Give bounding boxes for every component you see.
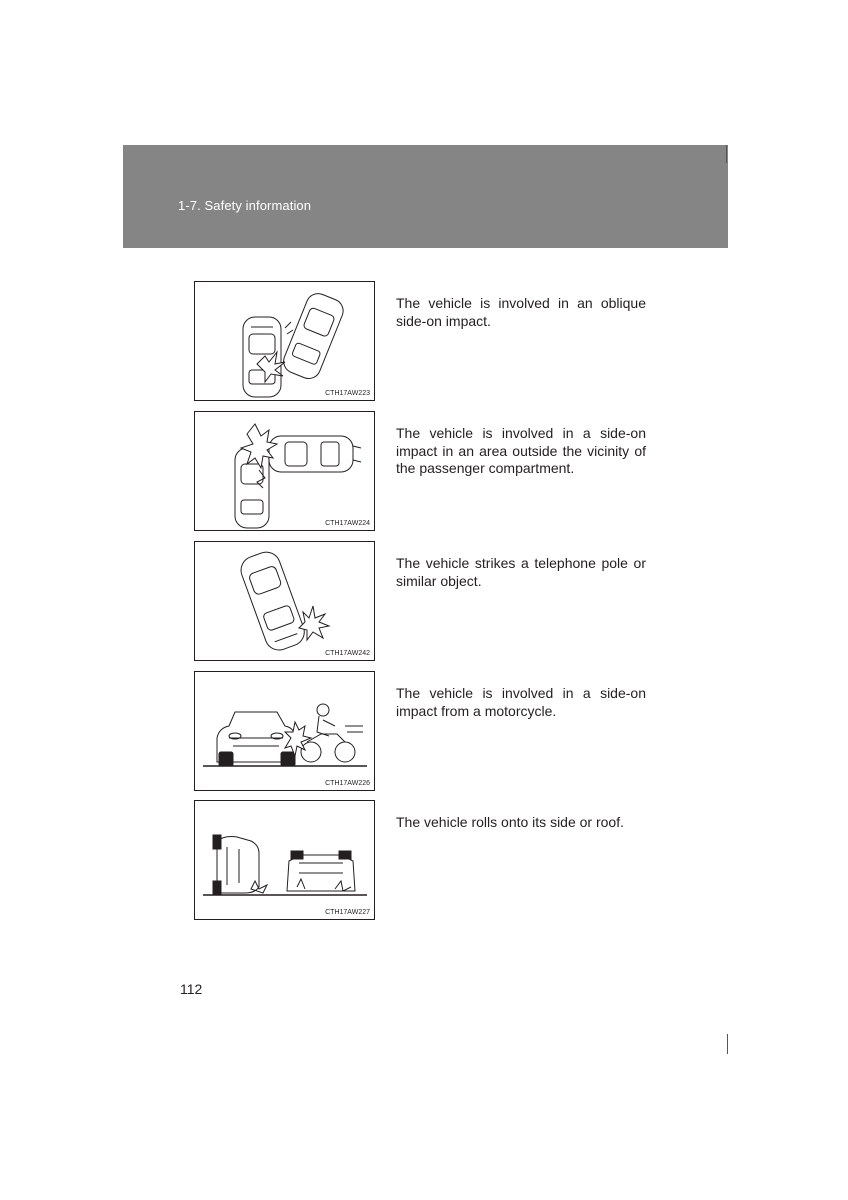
item-description: The vehicle is involved in an oblique side-on impact. [396, 295, 646, 329]
page-number: 112 [180, 981, 203, 997]
car-diagram [195, 672, 376, 792]
figure-code: CTH17AW223 [325, 390, 370, 397]
corner-mark [726, 145, 727, 163]
illustration-row [194, 541, 649, 663]
car-diagram [195, 542, 376, 662]
illustration-row [194, 800, 649, 922]
figure-code: CTH17AW227 [325, 909, 370, 916]
car-diagram [195, 282, 376, 402]
item-description: The vehicle strikes a telephone pole or similar object. [396, 555, 646, 589]
side-impact-illustration [194, 411, 375, 531]
section-title: 1-7. Safety information [178, 198, 312, 213]
figure-code: CTH17AW242 [325, 650, 370, 657]
item-description: The vehicle rolls onto its side or roof. [396, 814, 624, 830]
rollover-illustration [194, 800, 375, 920]
item-description: The vehicle is involved in a side-on impact in an area outside the vicinity of the passenger compartment. [396, 425, 646, 476]
illustration-row [194, 281, 649, 403]
car-diagram [195, 801, 376, 921]
figure-code: CTH17AW226 [325, 780, 370, 787]
motorcycle-impact-illustration [194, 671, 375, 791]
pole-impact-illustration [194, 541, 375, 661]
oblique-impact-illustration [194, 281, 375, 401]
illustration-row [194, 671, 649, 793]
section-header [123, 145, 728, 248]
item-description: The vehicle is involved in a side-on impact from a motorcycle. [396, 685, 646, 719]
edge-mark [727, 1034, 728, 1054]
figure-code: CTH17AW224 [325, 520, 370, 527]
car-diagram [195, 412, 376, 532]
illustration-row [194, 411, 649, 533]
